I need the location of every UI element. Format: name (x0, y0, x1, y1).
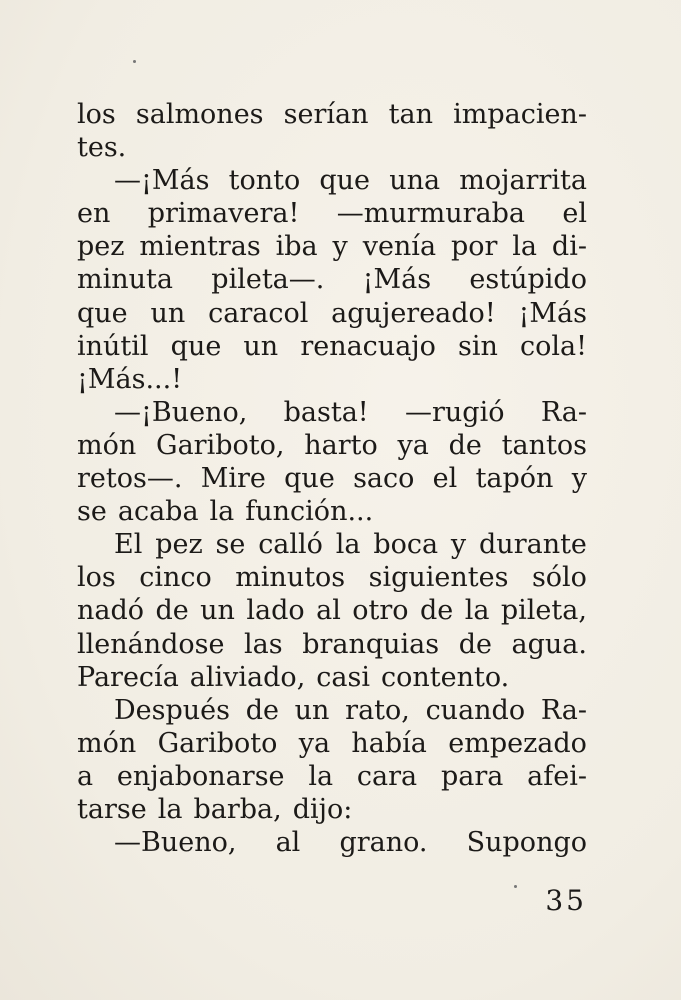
word: —¡Más (114, 165, 210, 197)
word: casi (316, 661, 370, 693)
word: Gariboto, (156, 429, 285, 461)
word: ¡Más (518, 297, 587, 329)
text-line (77, 528, 587, 561)
word: tan (388, 99, 433, 130)
word: —Bueno, (114, 827, 237, 859)
word: de (448, 429, 482, 461)
text-line (77, 694, 587, 727)
word: de (155, 595, 189, 627)
word: de (245, 694, 279, 726)
word: venía (362, 231, 437, 263)
text-line (77, 263, 587, 296)
word: al (316, 595, 341, 627)
word: —rugió (405, 396, 505, 428)
word: barba, (193, 793, 282, 825)
text-line (77, 429, 587, 462)
word: las (244, 628, 283, 660)
word: basta! (283, 396, 369, 428)
word: inútil (77, 330, 149, 362)
word: branquias (302, 628, 440, 660)
word: harto (304, 429, 378, 461)
word: se (215, 529, 246, 561)
word: nadó (77, 595, 145, 627)
word: agujereado! (331, 297, 496, 329)
word: tonto (228, 165, 301, 197)
word: a (77, 760, 94, 792)
word: món (77, 429, 137, 461)
word: afei- (527, 760, 587, 792)
body-text (77, 98, 587, 859)
word: otro (352, 595, 409, 627)
word: agua. (511, 628, 587, 660)
word: la (209, 496, 235, 528)
word: el (562, 198, 587, 230)
word: que (170, 330, 222, 362)
word: tapón (475, 463, 554, 495)
word: pileta, (500, 595, 587, 627)
word: serían (283, 99, 369, 130)
word: Gariboto (157, 727, 278, 759)
text-line (77, 727, 587, 760)
word: mientras (139, 231, 261, 263)
word: en (77, 198, 111, 230)
word: y (332, 231, 348, 263)
word: món (77, 727, 137, 759)
word: un (243, 330, 279, 362)
word: de (420, 595, 454, 627)
word: un (200, 595, 235, 627)
word: aliviado, (189, 661, 306, 693)
word: un (150, 297, 186, 329)
word: tantos (501, 429, 587, 461)
word: Mire (200, 463, 266, 495)
text-line (77, 793, 587, 826)
text-line (77, 826, 587, 859)
word: cola! (520, 330, 587, 362)
text-line (77, 594, 587, 627)
word: retos—. (77, 463, 183, 495)
word: caracol (208, 297, 309, 329)
word: que (77, 297, 128, 329)
word: un (294, 694, 330, 726)
word: que (284, 463, 335, 495)
word: El (114, 529, 143, 561)
word: mojarrita (459, 165, 587, 197)
word: y (571, 463, 587, 495)
text-line (77, 297, 587, 330)
paper-speck (514, 885, 517, 888)
word: la (512, 231, 538, 263)
word: saco (353, 463, 415, 495)
text-line (77, 396, 587, 429)
word: enjabonarse (116, 760, 285, 792)
word: Ra- (540, 396, 587, 428)
word: dijo: (292, 793, 353, 825)
paper-speck (133, 60, 136, 63)
word: durante (479, 529, 587, 561)
word: se (77, 496, 107, 528)
word: los (77, 562, 116, 594)
word: sin (458, 330, 498, 362)
word: que (319, 165, 371, 197)
word: la (308, 760, 334, 792)
word: los (77, 99, 116, 130)
word: Después (114, 694, 230, 726)
text-line (77, 330, 587, 363)
word: función... (245, 496, 374, 528)
word: y (450, 529, 467, 561)
word: cuando (425, 694, 526, 726)
word: grano. (339, 827, 428, 859)
word: minuta (77, 264, 173, 296)
word: Parecía (77, 661, 179, 693)
word: salmones (135, 99, 264, 130)
word: rato, (345, 694, 410, 726)
text-line (77, 495, 587, 528)
word: —murmuraba (336, 198, 525, 230)
word: lado (246, 595, 305, 627)
word: ¡Más (362, 264, 432, 296)
word: —¡Bueno, (114, 396, 248, 428)
text-line (77, 230, 587, 263)
word: la (464, 595, 490, 627)
word: boca (373, 529, 439, 561)
word: Supongo (466, 827, 587, 859)
word: primavera! (147, 198, 300, 230)
word: cinco (139, 562, 212, 594)
word: el (432, 463, 458, 495)
word: calló (258, 529, 323, 561)
text-line (77, 164, 587, 197)
word: tes. (77, 132, 127, 164)
text-line (77, 131, 587, 164)
word: la (157, 793, 183, 825)
word: de (458, 628, 492, 660)
word: la (335, 529, 361, 561)
page-number: 35 (545, 884, 587, 917)
text-line (77, 462, 587, 495)
word: Ra- (540, 694, 587, 726)
text-line (77, 661, 587, 694)
word: ¡Más...! (77, 363, 183, 395)
word: di- (551, 231, 587, 263)
word: llenándose (77, 628, 225, 660)
word: cara (356, 760, 418, 792)
text-line (77, 561, 587, 594)
text-line (77, 628, 587, 661)
word: por (450, 231, 498, 263)
word: para (440, 760, 504, 792)
word: una (389, 165, 441, 197)
text-line (77, 98, 587, 131)
word: había (351, 727, 427, 759)
word: tarse (77, 793, 147, 825)
word: acaba (117, 496, 199, 528)
word: ya (397, 429, 429, 461)
text-line (77, 363, 587, 396)
word: contento. (381, 661, 510, 693)
word: impacien- (453, 99, 587, 130)
word: al (275, 827, 301, 859)
text-line (77, 760, 587, 793)
word: pez (155, 529, 203, 561)
word: pileta—. (211, 264, 325, 296)
word: minutos (235, 562, 346, 594)
word: pez (77, 231, 125, 263)
text-line (77, 197, 587, 230)
word: estúpido (469, 264, 587, 296)
word: siguientes (368, 562, 509, 594)
word: renacuajo (300, 330, 436, 362)
word: empezado (448, 727, 587, 759)
word: sólo (531, 562, 587, 594)
word: ya (298, 727, 331, 759)
word: iba (275, 231, 318, 263)
